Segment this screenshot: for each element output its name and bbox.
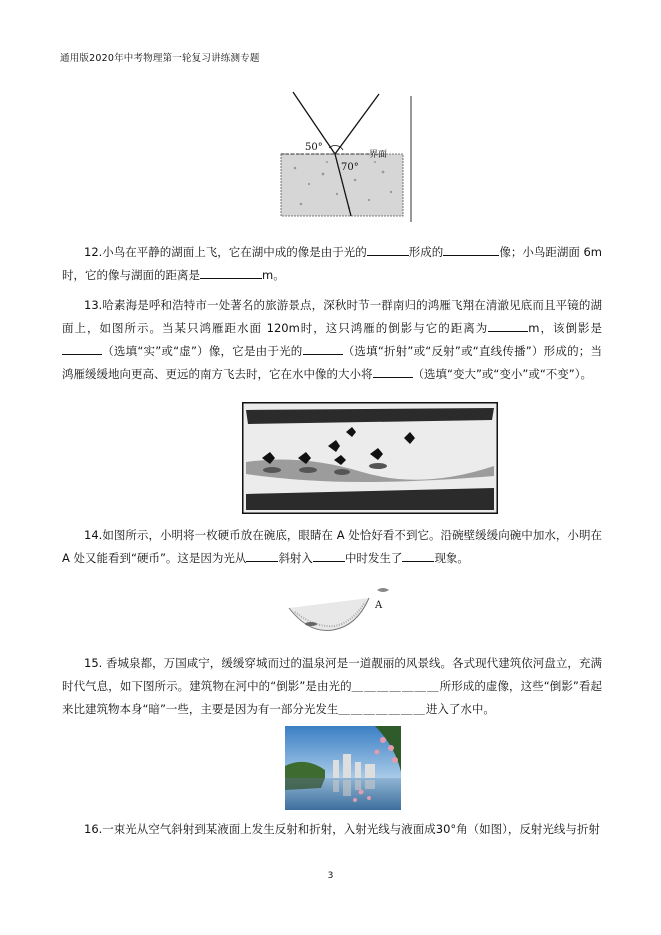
q12-text-2: 形成的 bbox=[408, 245, 444, 259]
q15-text-1: 15. 香城泉都，万国咸宁，缓缓穿城而过的温泉河是一道靓丽的风景线。各式现代建筑依河盘立，充满时代气息，如下图所示。建筑物在河中的“倒影”是由光的 bbox=[62, 656, 602, 693]
q13-blank-4[interactable] bbox=[373, 365, 413, 378]
question-14 bbox=[62, 524, 602, 570]
q14-blank-2[interactable] bbox=[313, 549, 345, 562]
q14-blank-3[interactable] bbox=[402, 549, 434, 562]
q12-text-1: 12.小鸟在平静的湖面上飞，它在湖中成的像是由于光的 bbox=[84, 245, 367, 259]
q13-blank-1[interactable] bbox=[488, 319, 528, 332]
geese-photo bbox=[242, 402, 498, 514]
q13-text-5: （选填“变大”或“变小”或“不变”）。 bbox=[412, 367, 592, 381]
boundary-label: 界面 bbox=[369, 150, 388, 160]
q13-blank-2[interactable] bbox=[62, 342, 102, 355]
q13-blank-3[interactable] bbox=[303, 342, 343, 355]
q12-text-5: m。 bbox=[262, 268, 285, 282]
q12-blank-2[interactable] bbox=[443, 243, 499, 256]
q12-text-4: 时，它的像与湖面的距离是 bbox=[62, 268, 200, 282]
q14-text-2: 斜射入 bbox=[278, 551, 313, 565]
q15-text-3: 进入了水中。 bbox=[425, 702, 495, 716]
q14-text-4: 现象。 bbox=[434, 551, 469, 565]
question-13 bbox=[62, 294, 602, 386]
eye-icon bbox=[377, 588, 389, 592]
question-15 bbox=[62, 652, 602, 721]
page-number: 3 bbox=[327, 871, 334, 881]
q13-text-4: （选填“折射”或“反射”或“直线传播”）形成的；当鸿雁缓缓地向更高、更远的南方飞去时，它在水中像的大小将 bbox=[62, 344, 602, 381]
q13-text-1: 13.哈素海是呼和浩特市一处著名的旅游景点，深秋时节一群南归的鸿雁飞翔在清澈见底而且平镜的湖面上，如图所示。当某只鸿雁距水面 120m时，这只鸿雁的倒影与它的距离为 bbox=[62, 298, 602, 335]
q13-text-3: （选填“实”或“虚”）像，它是由于光的 bbox=[102, 344, 303, 358]
q14-blank-1[interactable] bbox=[246, 549, 278, 562]
coin bbox=[305, 622, 317, 626]
question-16: 16.一束光从空气斜射到某液面上发生反射和折射，入射光线与液面成30°角（如图），反射光线与折射 bbox=[84, 822, 600, 836]
angle-right-label: 70° bbox=[341, 162, 359, 173]
angle-left-label: 50° bbox=[305, 142, 323, 153]
point-a-label: A bbox=[375, 600, 383, 611]
q15-text-2: 所形成的虚像，这些“倒影”看起来比建筑物本身“暗”一些，主要是因为有一部分光发生 bbox=[62, 679, 603, 716]
q12-blank-3[interactable] bbox=[200, 266, 262, 279]
page-header: 通用版2020年中考物理第一轮复习讲练测专题 bbox=[60, 53, 260, 64]
q13-text-2: m，该倒影是 bbox=[528, 321, 602, 335]
q12-blank-1[interactable] bbox=[367, 243, 409, 256]
q14-text-1: 14.如图所示，小明将一枚硬币放在碗底，眼睛在 A 处恰好看不到它。沿碗壁缓缓向碗中加水，小明在 A 处又能看到“硬币”。这是因为光从 bbox=[62, 528, 602, 565]
q15-blank-2[interactable]: ＿＿＿＿＿＿＿ bbox=[338, 702, 426, 716]
q15-blank-1[interactable]: ＿＿＿＿＿＿＿ bbox=[351, 679, 440, 693]
q14-text-3: 中时发生了 bbox=[344, 551, 403, 565]
q12-text-3: 像；小鸟距湖面 6m bbox=[499, 245, 602, 259]
river-photo bbox=[285, 726, 401, 810]
bowl-coin-figure bbox=[285, 584, 395, 636]
question-12 bbox=[62, 241, 602, 287]
reflection-refraction-figure bbox=[265, 88, 425, 228]
reflected-ray bbox=[335, 94, 379, 154]
